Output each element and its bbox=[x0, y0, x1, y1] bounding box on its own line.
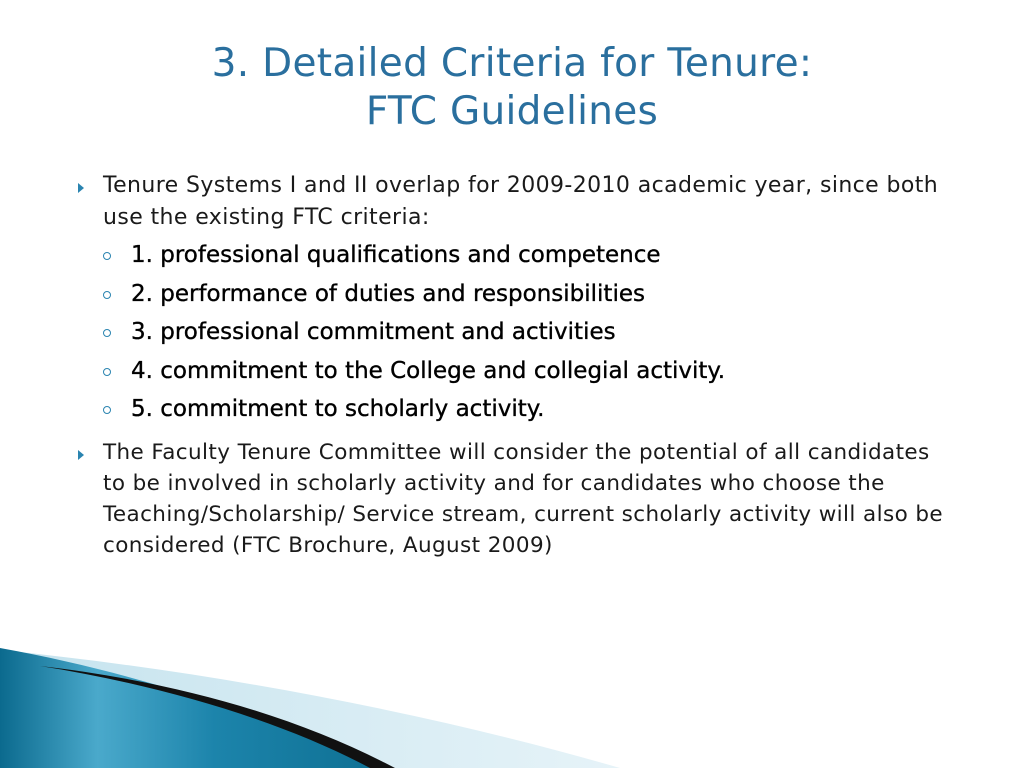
sub-item-text: 5. commitment to scholarly activity. bbox=[131, 396, 545, 422]
bullet-text: The Faculty Tenure Committee will consider the potential of all candidates to be involved in scholarly activity and for candidates who choose the Teaching/Scholarship/ Service stream, current scholarly activity will also be considered (FTC Brochure, August 2009) bbox=[103, 439, 944, 558]
sub-list bbox=[103, 236, 950, 429]
arrow-bullet-icon bbox=[78, 183, 84, 193]
sub-item-text: 1. professional qualifications and competence bbox=[131, 242, 661, 268]
circle-bullet-icon bbox=[103, 252, 111, 260]
sub-item bbox=[103, 275, 950, 314]
bullet-item bbox=[70, 170, 950, 234]
bullet-text: Tenure Systems I and II overlap for 2009-2010 academic year, since both use the existing FTC criteria: bbox=[103, 173, 939, 230]
sub-item bbox=[103, 390, 950, 429]
decorative-wave bbox=[0, 630, 1024, 768]
circle-bullet-icon bbox=[103, 406, 111, 414]
circle-bullet-icon bbox=[103, 329, 111, 337]
sub-item bbox=[103, 236, 950, 275]
sub-item bbox=[103, 352, 950, 391]
arrow-bullet-icon bbox=[78, 450, 84, 460]
sub-item-text: 3. professional commitment and activities bbox=[131, 319, 616, 345]
title-line-2: FTC Guidelines bbox=[365, 89, 659, 134]
bullet-item bbox=[70, 437, 950, 561]
slide-title bbox=[0, 40, 1024, 136]
slide-content bbox=[70, 170, 950, 561]
circle-bullet-icon bbox=[103, 368, 111, 376]
title-line-1: 3. Detailed Criteria for Tenure: bbox=[211, 41, 813, 86]
sub-item-text: 2. performance of duties and responsibilities bbox=[131, 280, 645, 307]
sub-item bbox=[103, 313, 950, 352]
sub-item-text: 4. commitment to the College and collegial activity. bbox=[131, 357, 726, 384]
circle-bullet-icon bbox=[103, 291, 111, 299]
